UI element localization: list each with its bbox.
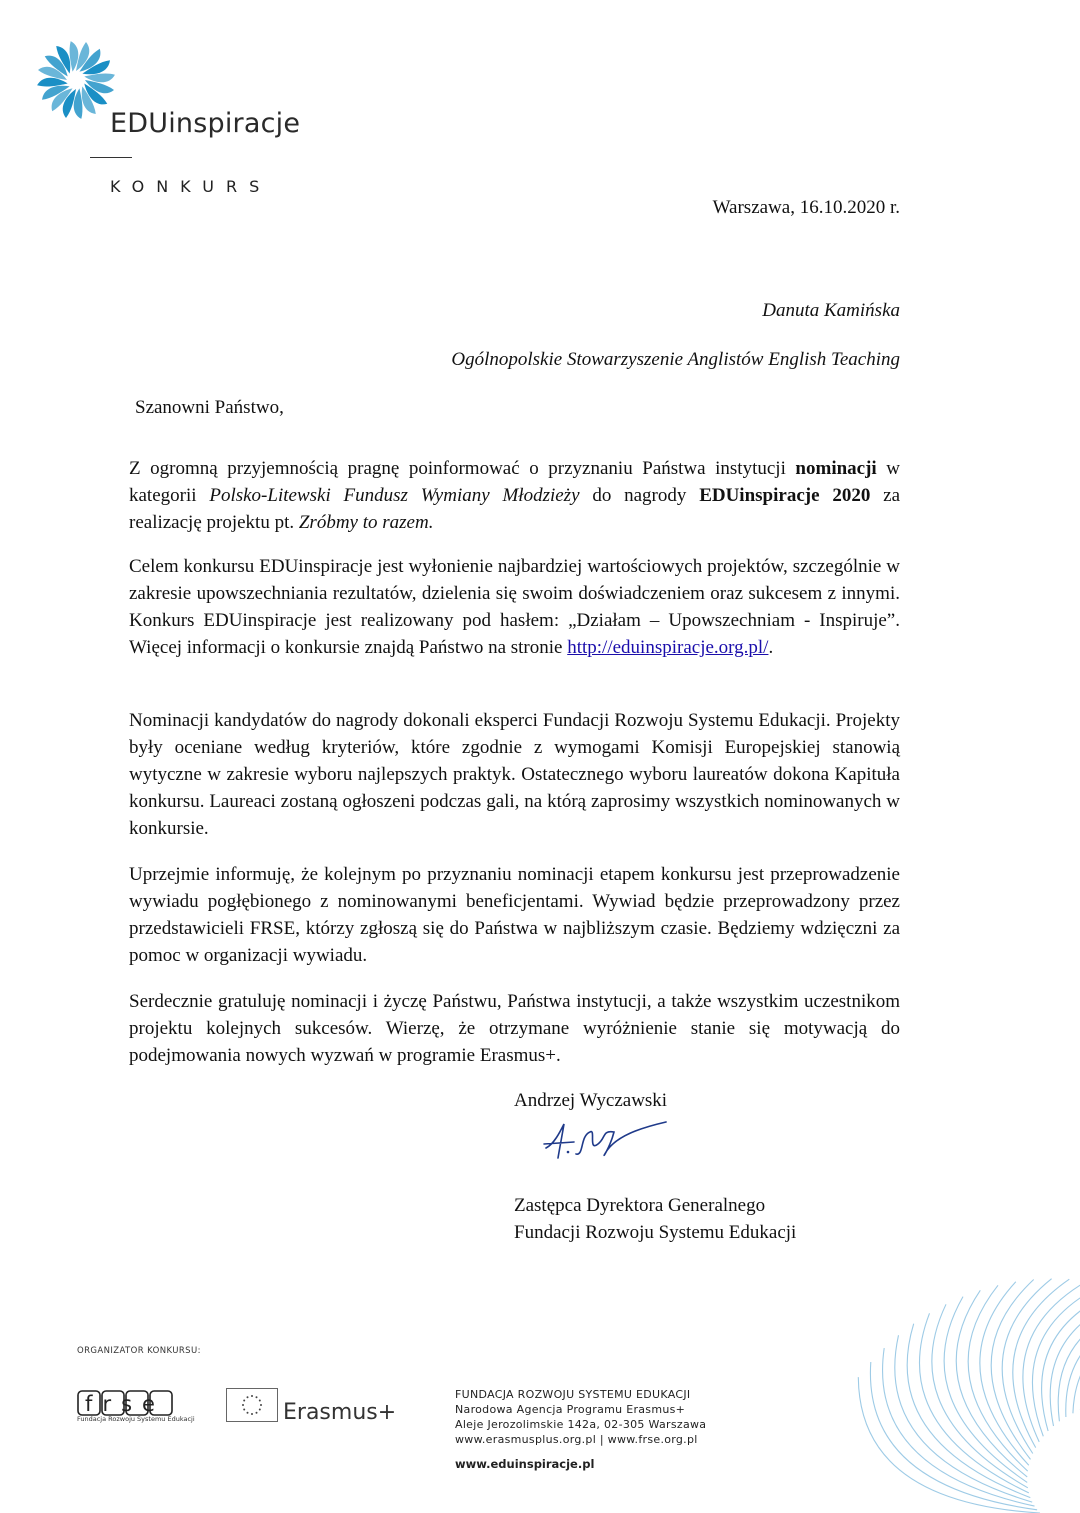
- address-line: Aleje Jerozolimskie 142a, 02-305 Warszawa: [455, 1418, 707, 1431]
- signer-role-line1: Zastępca Dyrektora Generalnego: [514, 1195, 766, 1216]
- eu-star: [243, 1409, 245, 1411]
- p1-text: w kategorii: [129, 458, 900, 506]
- address-line: www.erasmusplus.org.pl | www.frse.org.pl: [455, 1433, 698, 1446]
- eu-star: [259, 1409, 261, 1411]
- eu-star: [256, 1412, 258, 1414]
- p1-bold-nomination: nominacji: [795, 458, 877, 479]
- p1-award-name: EDUinspiracje 2020: [699, 485, 871, 506]
- swirl-line: [1073, 1318, 1080, 1414]
- p5-text: Serdecznie gratuluję nominacji i życzę Państwu, Państwa instytucji, a także wszystkim uczestnikom projektu kolejnych sukcesów. Wierzę, że otrzymane wyróżnienie stanie się motywacją do podejmowania nowych wyzwań w programie Erasmus+.: [129, 991, 900, 1066]
- swirl-line: [883, 1348, 1035, 1506]
- recipient-organization: Ogólnopolskie Stowarzyszenie Anglistów English Teaching: [451, 349, 900, 370]
- eu-star: [259, 1400, 261, 1402]
- swirl-line: [932, 1304, 1028, 1488]
- signer-role-line2: Fundacji Rozwoju Systemu Edukacji: [514, 1222, 797, 1243]
- eu-stars-icon: [227, 1389, 277, 1421]
- swirl-line: [895, 1335, 1032, 1502]
- recipient-name: Danuta Kamińska: [762, 300, 900, 321]
- eu-star: [251, 1395, 253, 1397]
- letter-date: Warszawa, 16.10.2020 r.: [712, 197, 900, 218]
- signer-title: [514, 1192, 796, 1246]
- eu-star: [243, 1400, 245, 1402]
- p4-text: Uprzejmie informuję, że kolejnym po przyznaniu nominacji etapem konkursu jest przeprowadzenie wywiadu pogłębionego z nominowanymi beneficjentami. Wywiad będzie przeprowadzony przez przedstawicieli FRSE, którzy zgłoszą się do Państwa w najbliższym czasie. Będziemy wdzięczni za pomoc w organizacji wywiadu.: [129, 864, 900, 966]
- paragraph-contest-goal: [129, 553, 900, 661]
- address-line: FUNDACJA ROZWOJU SYSTEMU EDUKACJI: [455, 1388, 691, 1401]
- contest-website-link[interactable]: http://eduinspiracje.org.pl/: [567, 637, 769, 658]
- handwritten-signature: [540, 1118, 670, 1164]
- erasmus-plus-logo: Erasmus+: [283, 1400, 397, 1425]
- eu-star: [247, 1396, 249, 1398]
- swirl-line: [944, 1297, 1027, 1483]
- swirl-line: [1023, 1281, 1080, 1442]
- p1-text: za realizację projektu pt.: [129, 485, 900, 533]
- p1-text: do nagrody: [579, 485, 700, 506]
- eu-star: [242, 1404, 244, 1406]
- p1-project-title: Zróbmy to razem.: [298, 512, 434, 533]
- swirl-line: [1066, 1309, 1080, 1417]
- eu-flag-icon: [226, 1388, 278, 1422]
- decorative-swirl-graphic: [780, 1183, 1080, 1513]
- konkurs-label: KONKURS: [110, 177, 272, 196]
- eu-star: [260, 1404, 262, 1406]
- swirl-line: [919, 1313, 1028, 1493]
- paragraph-nomination-process: [129, 707, 900, 842]
- p2-text: Celem konkursu EDUinspiracje jest wyłonienie najbardziej wartościowych projektów, szczególnie w zakresie upowszechniania rezultatów, dzielenia się swoim doświadczeniem oraz sukcesem z innymi. Konkurs EDUinspiracje jest realizowany pod hasłem: „Działam – Upowszechniam - Inspiruje”. Więcej informacji o konkursie znajdą Państwo na stronie: [129, 556, 900, 658]
- svg-text:frse: frse: [85, 1392, 165, 1416]
- eduinspiracje-logo-icon: [36, 40, 116, 120]
- swirl-line: [1042, 1289, 1080, 1431]
- frse-caption: Fundacja Rozwoju Systemu Edukacji: [77, 1415, 195, 1423]
- eu-star: [247, 1412, 249, 1414]
- swirl-line: [1013, 1279, 1070, 1447]
- address-line: Narodowa Agencja Programu Erasmus+: [455, 1403, 686, 1416]
- brand-divider: [90, 157, 132, 158]
- eu-star: [256, 1396, 258, 1398]
- organizer-address: [455, 1387, 706, 1447]
- paragraph-congratulations: [129, 988, 900, 1069]
- paragraph-interview: [129, 861, 900, 969]
- brand-name: EDUinspiracje: [110, 108, 301, 139]
- eu-star: [251, 1413, 253, 1415]
- organizer-label: ORGANIZATOR KONKURSU:: [77, 1346, 201, 1356]
- greeting: Szanowni Państwo,: [135, 397, 284, 418]
- p3-text: Nominacji kandydatów do nagrody dokonali eksperci Fundacji Rozwoju Systemu Edukacji. Projekty były oceniane według kryteriów, które zgodnie z wymogami Komisji Europejskiej stanowią wytyczne w zakresie wyboru najlepszych praktyk. Ostatecznego wyboru laureatów dokona Kapituła konkursu. Laureaci zostaną ogłoszeni podczas gali, na którą zaprosimy wszystkich nominowanych w konkursie.: [129, 710, 900, 839]
- eduinspiracje-website[interactable]: www.eduinspiracje.pl: [455, 1457, 595, 1471]
- p2-end: .: [768, 637, 774, 658]
- paragraph-nomination: [129, 455, 900, 536]
- p1-category: Polsko-Litewski Fundusz Wymiany Młodzieży: [209, 485, 580, 506]
- p1-text: Z ogromną przyjemnością pragnę poinformować o przyznaniu Państwa instytucji: [129, 458, 796, 479]
- signer-name: Andrzej Wyczawski: [514, 1090, 668, 1111]
